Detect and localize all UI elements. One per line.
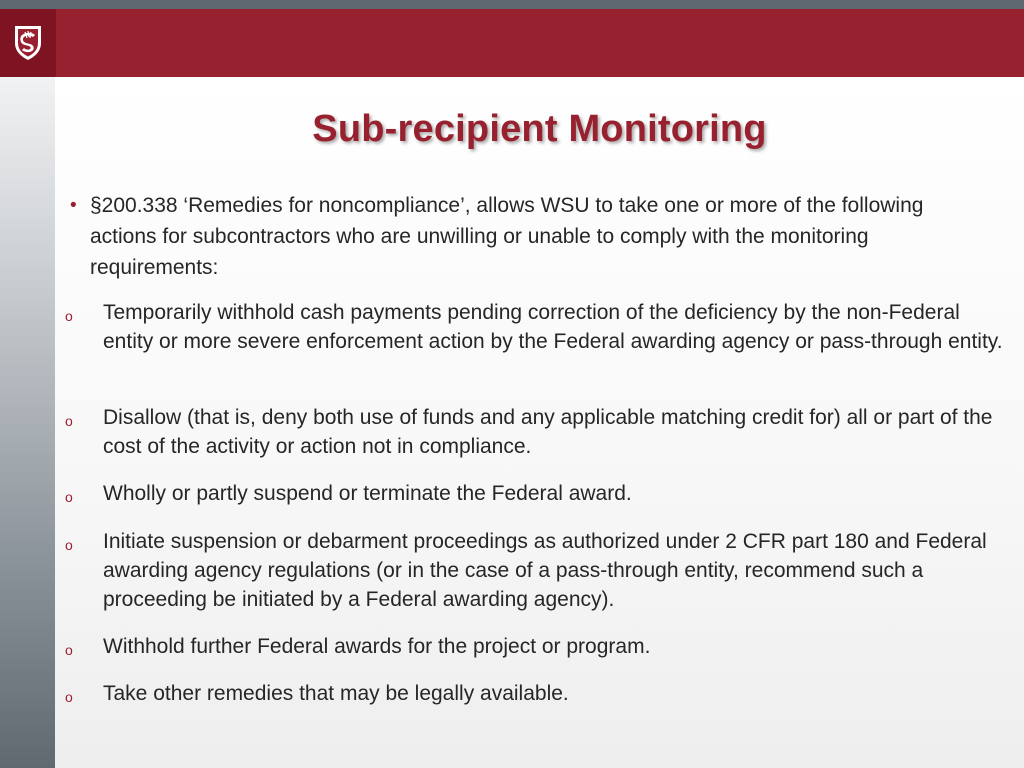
sub-bullet-6: o xyxy=(65,689,73,705)
sub-item-withhold-cash: Temporarily withhold cash payments pending correction of the deficiency by the non-Federal entity or more severe enforcement action by the Federal awarding agency or pass-through entity. xyxy=(103,301,1003,353)
intro-bullet: • xyxy=(70,195,77,216)
sub-item-other-remedies: Take other remedies that may be legally available. xyxy=(103,682,569,705)
sub-bullet-4: o xyxy=(65,537,73,553)
slide-title: Sub-recipient Monitoring xyxy=(312,108,767,150)
top-gray-strip xyxy=(0,0,1024,9)
sub-item-debarment: Initiate suspension or debarment proceedings as authorized under 2 CFR part 180 and Federal awarding agency regulations (or in the case of a pass-through entity, recommend such a proceeding be initiated by a Federal awarding agency). xyxy=(103,530,987,611)
intro-paragraph: §200.338 ‘Remedies for noncompliance’, allows WSU to take one or more of the following actions for subcontractors who are unwilling or unable to comply with the monitoring requirements: xyxy=(90,194,924,279)
left-gradient-band xyxy=(0,77,55,768)
sub-item-disallow: Disallow (that is, deny both use of funds and any applicable matching credit for) all or part of the cost of the activity or action not in compliance. xyxy=(103,406,993,458)
sub-bullet-2: o xyxy=(65,413,73,429)
logo-box xyxy=(0,9,56,77)
wsu-shield-icon xyxy=(12,23,44,61)
sub-bullet-5: o xyxy=(65,642,73,658)
sub-item-suspend-terminate: Wholly or partly suspend or terminate the Federal award. xyxy=(103,482,632,505)
sub-item-withhold-awards: Withhold further Federal awards for the project or program. xyxy=(103,635,651,658)
sub-bullet-1: o xyxy=(65,308,73,324)
header-bar xyxy=(0,9,1024,77)
sub-bullet-3: o xyxy=(65,489,73,505)
